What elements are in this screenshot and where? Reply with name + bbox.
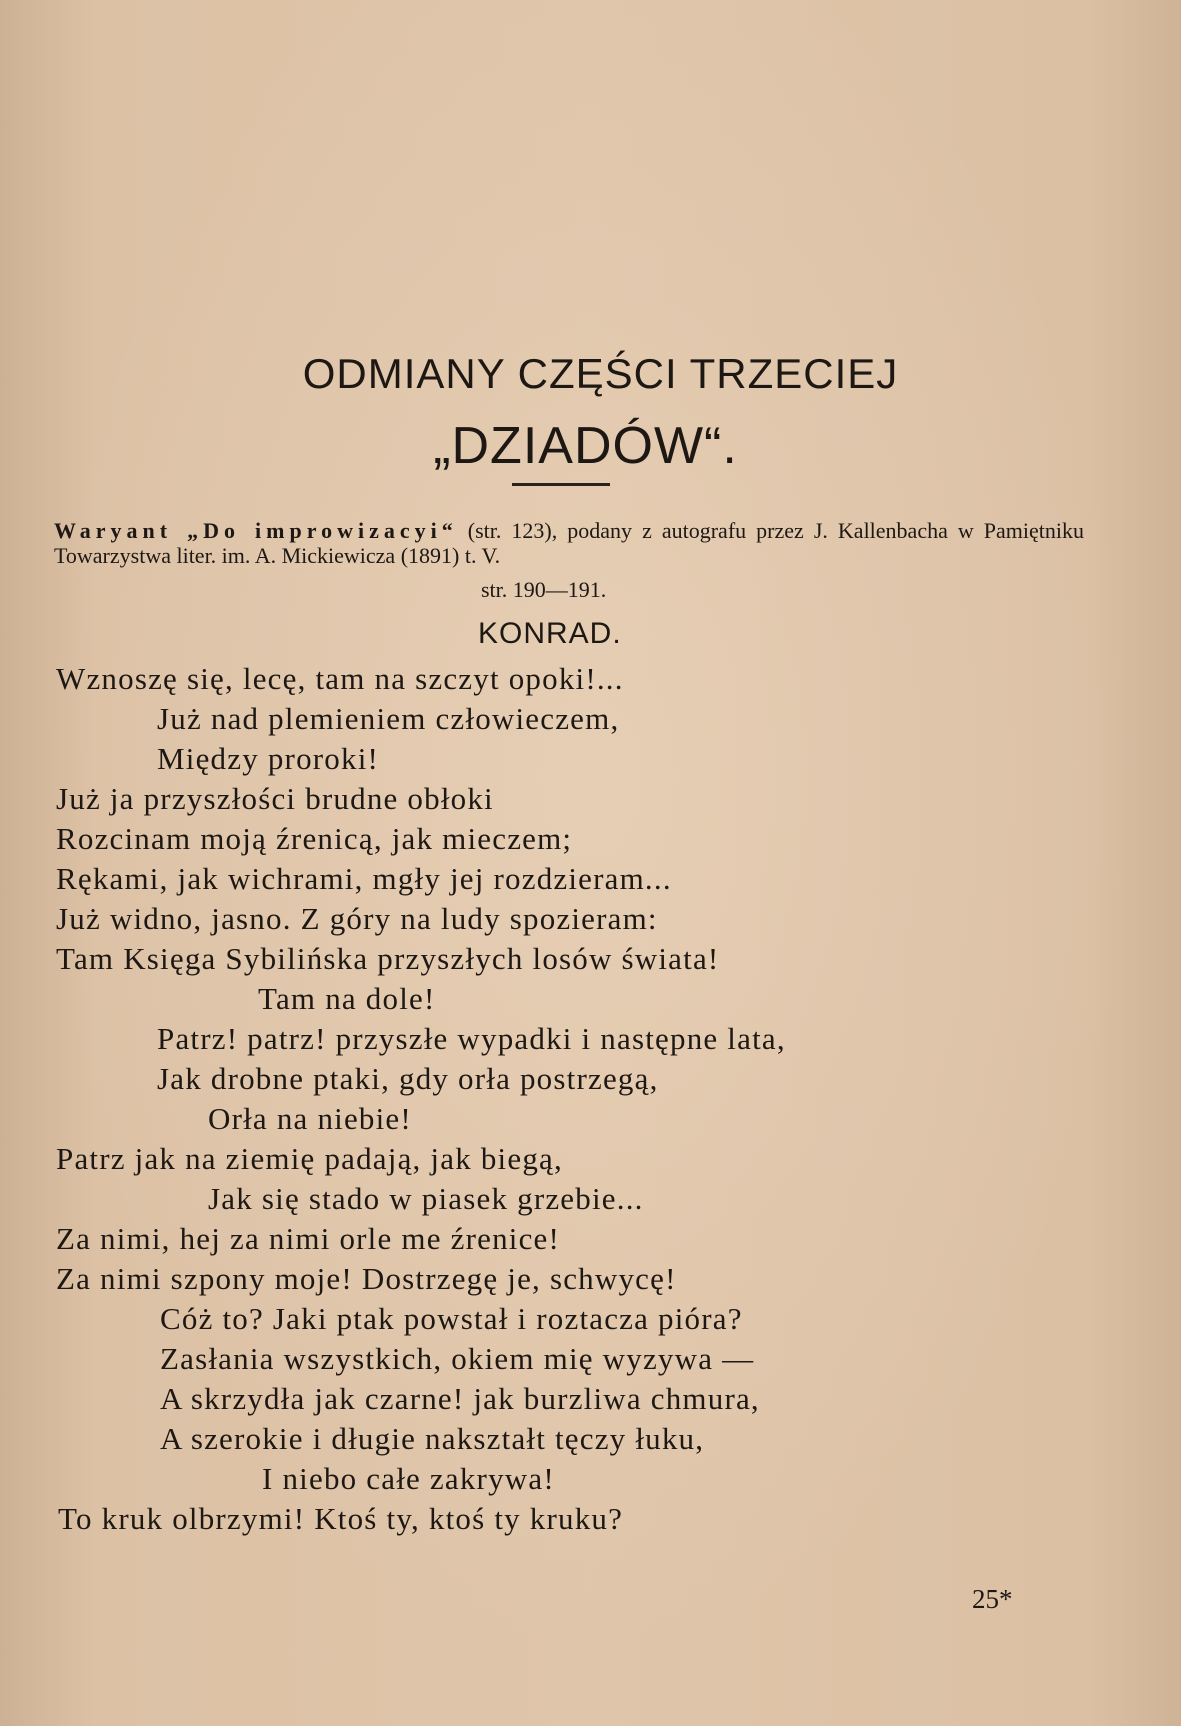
- variant-note: [54, 518, 1084, 568]
- verse-line: Między proroki!: [157, 741, 380, 776]
- verse-line: Za nimi szpony moje! Dostrzegę je, schwycę!: [56, 1261, 677, 1296]
- verse-line: Orła na niebie!: [208, 1101, 412, 1136]
- verse-line: Jak się stado w piasek grzebie...: [208, 1181, 644, 1216]
- verse-line: Wznoszę się, lecę, tam na szczyt opoki!...: [56, 661, 624, 696]
- verse-line: To kruk olbrzymi! Ktoś ty, ktoś ty kruku?: [58, 1501, 624, 1536]
- verse-line: Już nad plemieniem człowieczem,: [157, 701, 620, 736]
- verse-line: Tam na dole!: [258, 981, 436, 1016]
- verse-line: Rękami, jak wichrami, mgły jej rozdzieram...: [56, 861, 672, 896]
- variant-label: Waryant „Do improwizacyi“: [54, 518, 458, 543]
- page-number: 25*: [972, 1584, 1013, 1614]
- verse-line: Tam Księga Sybilińska przyszłych losów świata!: [56, 941, 720, 976]
- speaker-name: KONRAD.: [478, 617, 622, 650]
- title-rule: [512, 483, 610, 486]
- verse-line: A szerokie i długie nakształt tęczy łuku,: [160, 1421, 705, 1456]
- variant-source: (str. 123), podany z autografu przez J. Kallenbacha w Pamiętniku Towarzystwa liter. im. A. Mickiewicza (1891) t. V.: [54, 518, 1085, 568]
- verse-line: Jak drobne ptaki, gdy orła postrzegą,: [157, 1061, 659, 1096]
- verse-line: Zasłania wszystkich, okiem mię wyzywa —: [160, 1341, 755, 1376]
- section-title: ODMIANY CZĘŚCI TRZECIEJ: [302, 350, 899, 397]
- variant-pages: str. 190—191.: [481, 577, 607, 602]
- work-title: „DZIADÓW“.: [433, 417, 738, 475]
- verse-line: Za nimi, hej za nimi orle me źrenice!: [56, 1221, 561, 1256]
- verse-line: Już widno, jasno. Z góry na ludy spozieram:: [56, 901, 658, 936]
- verse-line: Patrz jak na ziemię padają, jak biegą,: [56, 1141, 563, 1176]
- verse-line: Patrz! patrz! przyszłe wypadki i następne lata,: [157, 1021, 786, 1056]
- verse-line: Już ja przyszłości brudne obłoki: [56, 781, 494, 816]
- verse-line: Cóż to? Jaki ptak powstał i roztacza pióra?: [160, 1301, 743, 1336]
- verse-line: A skrzydła jak czarne! jak burzliwa chmura,: [160, 1381, 760, 1416]
- verse-line: I niebo całe zakrywa!: [262, 1461, 555, 1496]
- verse-line: Rozcinam moją źrenicą, jak mieczem;: [56, 821, 573, 856]
